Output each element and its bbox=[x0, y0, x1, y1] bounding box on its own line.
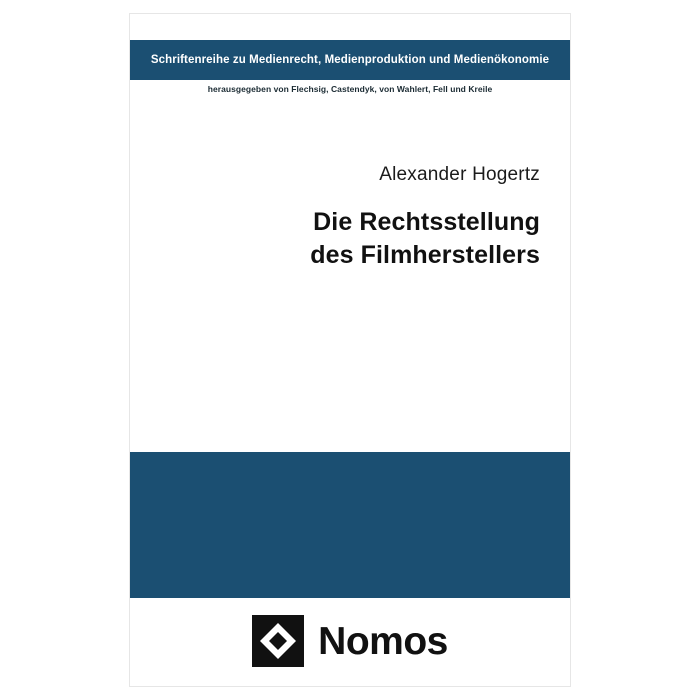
author-name: Alexander Hogertz bbox=[379, 164, 540, 185]
lower-color-band bbox=[130, 452, 570, 598]
title-line-1: Die Rechtsstellung bbox=[313, 208, 540, 236]
book-cover bbox=[130, 14, 570, 686]
series-title: Schriftenreihe zu Medienrecht, Medienproduktion und Medienökonomie bbox=[150, 54, 550, 66]
publisher-block bbox=[130, 610, 570, 672]
series-band bbox=[130, 40, 570, 80]
publisher-name: Nomos bbox=[318, 619, 448, 663]
book-title bbox=[160, 206, 540, 273]
nomos-diamond-logo-icon bbox=[252, 615, 304, 667]
title-line-2: des Filmherstellers bbox=[310, 241, 540, 270]
series-editors: herausgegeben von Flechsig, Castendyk, von Wahlert, Fell und Kreile bbox=[207, 84, 493, 94]
